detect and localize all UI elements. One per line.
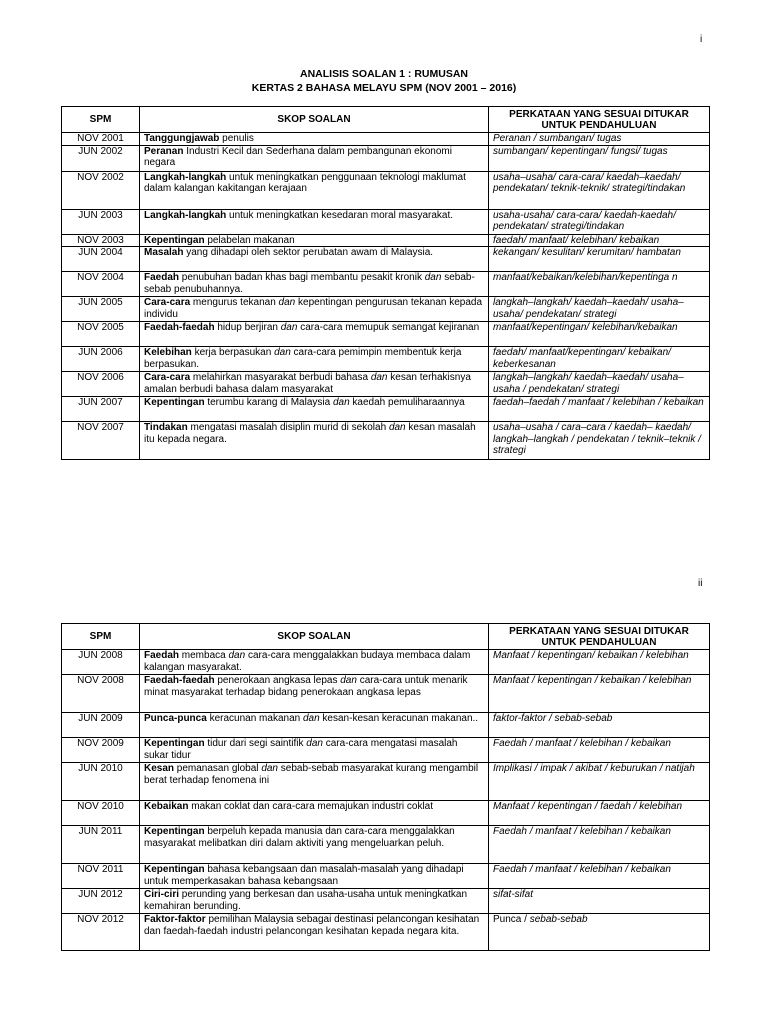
scope-text-2: kepentingan pengurusan tekanan kepada individu <box>144 297 483 320</box>
scope-keyword: Kepentingan <box>144 738 205 749</box>
header-skop-soalan-2: SKOP SOALAN <box>140 624 489 650</box>
replacement-words-cell <box>489 422 710 460</box>
replacement-words: usaha-usaha/ cara-cara/ kaedah-kaedah/ pendekatan/ strategi/tindakan <box>493 209 676 232</box>
spm-session-cell: JUN 2010 <box>62 763 140 801</box>
question-scope-cell <box>140 247 489 272</box>
table-row <box>62 209 710 234</box>
replacement-words: Manfaat / kepentingan/ kebaikan / kelebihan <box>493 650 689 661</box>
scope-text: Industri Kecil dan Sederhana dalam pembangunan ekonomi negara <box>144 145 452 168</box>
scope-text-2: kaedah pemuliharaannya <box>349 397 465 408</box>
scope-keyword: Faedah-faedah <box>144 675 215 686</box>
spm-session-cell: JUN 2012 <box>62 889 140 914</box>
replacement-words: sebab-sebab <box>529 914 588 925</box>
spm-session-cell: JUN 2005 <box>62 297 140 322</box>
scope-text: penulis <box>219 133 254 144</box>
scope-text: untuk meningkatkan penggunaan teknologi maklumat dalam kalangan kakitangan kerajaan <box>144 171 466 194</box>
replacement-words: faktor-faktor / sebab-sebab <box>493 713 613 724</box>
header-perkataan-line1: PERKATAAN YANG SESUAI DITUKAR <box>509 108 689 120</box>
scope-conjunction: dan <box>228 650 246 661</box>
replacement-words: faedah–faedah / manfaat / kelebihan / kebaikan <box>493 397 704 408</box>
scope-conjunction: dan <box>340 675 357 686</box>
scope-keyword: Faedah <box>144 272 180 283</box>
table-row <box>62 247 710 272</box>
question-scope-cell <box>140 322 489 347</box>
replacement-words-cell <box>489 914 710 951</box>
table-row <box>62 397 710 422</box>
scope-conjunction: dan <box>306 738 323 749</box>
question-scope-cell <box>140 272 489 297</box>
replacement-words: usaha–usaha/ cara-cara/ kaedah–kaedah/ pendekatan/ teknik-teknik/ strategi/tindakan <box>493 171 686 194</box>
spm-session-cell: NOV 2008 <box>62 675 140 713</box>
question-scope-cell <box>140 209 489 234</box>
replacement-words-cell <box>489 145 710 171</box>
replacement-words-cell <box>489 209 710 234</box>
scope-keyword: Faktor-faktor <box>144 914 206 925</box>
scope-keyword: Cara-cara <box>144 372 191 383</box>
scope-conjunction: dan <box>274 347 291 358</box>
scope-text-2: sebab-sebab penubuhannya. <box>144 272 475 295</box>
scope-text: hidup berjiran <box>214 322 281 333</box>
table-row <box>62 171 710 209</box>
replacement-words-cell <box>489 801 710 826</box>
replacement-words-cell <box>489 322 710 347</box>
question-scope-cell <box>140 713 489 738</box>
spm-session-cell: NOV 2005 <box>62 322 140 347</box>
table-row <box>62 738 710 763</box>
replacement-words-cell <box>489 650 710 675</box>
table-row <box>62 234 710 247</box>
scope-keyword: Tanggungjawab <box>144 133 220 144</box>
question-scope-cell <box>140 738 489 763</box>
scope-text-2: cara-cara untuk menarik minat masyarakat terhadap bidang penerokaan angkasa lepas <box>144 675 468 698</box>
scope-text-2: cara-cara menggalakkan budaya membaca dalam kalangan masyarakat. <box>144 650 471 673</box>
scope-keyword: Faedah-faedah <box>144 322 215 333</box>
scope-keyword: Punca-punca <box>144 713 207 724</box>
table-row <box>62 297 710 322</box>
table-row <box>62 145 710 171</box>
replacement-words-cell <box>489 297 710 322</box>
scope-keyword: Kebaikan <box>144 801 189 812</box>
scope-text-2: cara-cara memupuk semangat kejiranan <box>297 322 480 333</box>
question-scope-cell <box>140 133 489 146</box>
scope-keyword: Kepentingan <box>144 234 205 246</box>
replacement-words: faedah/ manfaat/kepentingan/ kebaikan/ keberkesanan <box>493 347 671 370</box>
question-scope-cell <box>140 889 489 914</box>
replacement-words-plain: Punca / <box>493 914 530 925</box>
page-number-2: ii <box>698 578 703 589</box>
scope-text: penubuhan badan khas bagi membantu pesakit kronik <box>179 272 425 283</box>
table-row <box>62 347 710 372</box>
replacement-words-cell <box>489 763 710 801</box>
scope-text: pemanasan global <box>174 763 262 774</box>
table-row <box>62 422 710 460</box>
table-row <box>62 272 710 297</box>
header-perkataan-line1-2: PERKATAAN YANG SESUAI DITUKAR <box>509 625 689 637</box>
replacement-words: Faedah / manfaat / kelebihan / kebaikan <box>493 864 671 875</box>
scope-text: mengatasi masalah disiplin murid di sekolah <box>187 422 389 433</box>
page-number-1: i <box>700 34 703 45</box>
spm-session-cell: NOV 2006 <box>62 372 140 397</box>
document-title: ANALISIS SOALAN 1 : RUMUSAN <box>299 68 468 80</box>
scope-text-2: kesan-kesan keracunan makanan.. <box>319 713 479 724</box>
spm-session-cell: JUN 2009 <box>62 713 140 738</box>
question-scope-cell <box>140 372 489 397</box>
table-row <box>62 864 710 889</box>
spm-session-cell: JUN 2007 <box>62 397 140 422</box>
question-scope-cell <box>140 347 489 372</box>
scope-text-2: sebab-sebab masyarakat kurang mengambil berat terhadap fenomena ini <box>144 763 479 786</box>
document-subtitle: KERTAS 2 BAHASA MELAYU SPM (NOV 2001 – 2016) <box>251 82 517 94</box>
spm-session-cell: JUN 2002 <box>62 145 140 171</box>
header-spm-2: SPM <box>62 624 140 650</box>
header-skop-soalan: SKOP SOALAN <box>140 107 489 133</box>
spm-session-cell: NOV 2007 <box>62 422 140 460</box>
scope-text: kerja berpasukan <box>191 347 275 358</box>
spm-session-cell: NOV 2003 <box>62 234 140 247</box>
replacement-words: sifat-sifat <box>493 889 534 900</box>
question-scope-cell <box>140 650 489 675</box>
replacement-words-cell <box>489 826 710 864</box>
scope-text: mengurus tekanan <box>190 297 279 308</box>
header-perkataan <box>489 107 710 133</box>
spm-session-cell: NOV 2012 <box>62 914 140 951</box>
scope-text: tidur dari segi saintifik <box>204 738 307 749</box>
spm-session-cell: JUN 2011 <box>62 826 140 864</box>
question-scope-cell <box>140 801 489 826</box>
table-row <box>62 801 710 826</box>
question-scope-cell <box>140 826 489 864</box>
question-scope-cell <box>140 171 489 209</box>
scope-keyword: Kepentingan <box>144 397 205 408</box>
scope-text-2: cara-cara pemimpin membentuk kerja berpasukan. <box>144 347 462 370</box>
scope-keyword: Kepentingan <box>144 826 205 837</box>
scope-text: untuk meningkatkan kesedaran moral masyarakat. <box>226 209 454 221</box>
table-row <box>62 826 710 864</box>
replacement-words-cell <box>489 234 710 247</box>
scope-conjunction: dan <box>424 272 442 283</box>
spm-session-cell: NOV 2010 <box>62 801 140 826</box>
scope-text: pemilihan Malaysia sebagai destinasi pelancongan kesihatan dan faedah-faedah industri pelancongan kesihatan kepada negara kita. <box>144 914 480 937</box>
scope-conjunction: dan <box>261 763 278 774</box>
replacement-words: Peranan / sumbangan/ tugas <box>493 133 622 144</box>
spm-session-cell: NOV 2009 <box>62 738 140 763</box>
scope-text: keracunan makanan <box>206 713 303 724</box>
table-row <box>62 713 710 738</box>
replacement-words: Faedah / manfaat / kelebihan / kebaikan <box>493 738 671 749</box>
scope-keyword: Ciri-ciri <box>144 889 180 900</box>
replacement-words: kekangan/ kesulitan/ kerumitan/ hambatan <box>493 247 681 258</box>
scope-keyword: Langkah-langkah <box>144 209 227 221</box>
scope-keyword: Peranan <box>144 145 184 157</box>
scope-keyword: Kelebihan <box>144 347 192 358</box>
spm-session-cell: JUN 2003 <box>62 209 140 234</box>
table-row <box>62 889 710 914</box>
spm-session-cell: NOV 2011 <box>62 864 140 889</box>
replacement-words-cell <box>489 171 710 209</box>
scope-keyword: Kepentingan <box>144 864 205 875</box>
question-scope-cell <box>140 145 489 171</box>
replacement-words: Manfaat / kepentingan / kebaikan / kelebihan <box>493 675 692 686</box>
spm-session-cell: NOV 2001 <box>62 133 140 146</box>
replacement-words: manfaat/kepentingan/ kelebihan/kebaikan <box>493 322 678 333</box>
scope-text: berpeluh kepada manusia dan cara-cara menggalakkan masyarakat melibatkan diri dalam aktiviti yang mengeluarkan peluh. <box>144 826 455 849</box>
scope-keyword: Masalah <box>144 247 184 258</box>
table-row <box>62 763 710 801</box>
scope-keyword: Faedah <box>144 650 180 661</box>
question-scope-cell <box>140 763 489 801</box>
replacement-words: manfaat/kebaikan/kelebihan/kepentinga n <box>493 272 678 283</box>
scope-conjunction: dan <box>302 713 320 724</box>
replacement-words: Manfaat / kepentingan / faedah / kelebihan <box>493 801 683 812</box>
replacement-words: Faedah / manfaat / kelebihan / kebaikan <box>493 826 671 837</box>
spm-session-cell: NOV 2002 <box>62 171 140 209</box>
replacement-words: usaha–usaha / cara–cara / kaedah– kaedah/ langkah–langkah / pendekatan / teknik–teknik / strategi <box>493 422 701 456</box>
scope-conjunction: dan <box>280 322 298 333</box>
header-spm: SPM <box>62 107 140 133</box>
replacement-words-cell <box>489 864 710 889</box>
table-row <box>62 322 710 347</box>
replacement-words-cell <box>489 738 710 763</box>
replacement-words-cell <box>489 675 710 713</box>
scope-conjunction: dan <box>370 372 388 383</box>
table-row <box>62 914 710 951</box>
scope-text: penerokaan angkasa lepas <box>214 675 341 686</box>
scope-text: melahirkan masyarakat berbudi bahasa <box>190 372 371 383</box>
spm-session-cell: JUN 2008 <box>62 650 140 675</box>
replacement-words-cell <box>489 272 710 297</box>
replacement-words-cell <box>489 372 710 397</box>
scope-text: pelabelan makanan <box>204 234 295 246</box>
replacement-words-cell <box>489 133 710 146</box>
replacement-words: sumbangan/ kepentingan/ fungsi/ tugas <box>493 145 668 157</box>
question-scope-cell <box>140 675 489 713</box>
header-perkataan-line2: UNTUK PENDAHULUAN <box>541 119 657 131</box>
replacement-words: faedah/ manfaat/ kelebihan/ kebaikan <box>493 234 660 246</box>
table-row <box>62 372 710 397</box>
scope-text: perunding yang berkesan dan usaha-usaha untuk meningkatkan kemahiran berunding. <box>144 889 467 912</box>
replacement-words: Implikasi / impak / akibat / keburukan / natijah <box>493 763 695 774</box>
question-scope-cell <box>140 397 489 422</box>
spm-session-cell: NOV 2004 <box>62 272 140 297</box>
scope-keyword: Tindakan <box>144 422 188 433</box>
question-scope-cell <box>140 234 489 247</box>
question-scope-cell <box>140 914 489 951</box>
table-row <box>62 133 710 146</box>
scope-conjunction: dan <box>332 397 350 408</box>
scope-conjunction: dan <box>278 297 296 308</box>
scope-text: makan coklat dan cara-cara memajukan industri coklat <box>188 801 434 812</box>
header-perkataan-2 <box>489 624 710 650</box>
analysis-table-page-1 <box>61 106 710 460</box>
header-perkataan-line2-2: UNTUK PENDAHULUAN <box>541 636 657 648</box>
scope-text: terumbu karang di Malaysia <box>204 397 333 408</box>
scope-text: membaca <box>179 650 229 661</box>
replacement-words-cell <box>489 713 710 738</box>
replacement-words-cell <box>489 397 710 422</box>
scope-text-2: kesan terhakisnya amalan berbudi bahasa dalam masyarakat <box>144 372 471 395</box>
question-scope-cell <box>140 422 489 460</box>
scope-keyword: Cara-cara <box>144 297 191 308</box>
scope-text: yang dihadapi oleh sektor perubatan awam di Malaysia. <box>183 247 434 258</box>
scope-text: bahasa kebangsaan dan masalah-masalah yang dihadapi untuk memperkasakan bahasa kebangsaan <box>144 864 464 887</box>
replacement-words-cell <box>489 889 710 914</box>
table-row <box>62 675 710 713</box>
replacement-words-cell <box>489 347 710 372</box>
spm-session-cell: JUN 2004 <box>62 247 140 272</box>
table-row <box>62 650 710 675</box>
question-scope-cell <box>140 297 489 322</box>
scope-keyword: Kesan <box>144 763 175 774</box>
spm-session-cell: JUN 2006 <box>62 347 140 372</box>
analysis-table-page-2 <box>61 623 710 951</box>
replacement-words-cell <box>489 247 710 272</box>
scope-keyword: Langkah-langkah <box>144 171 227 183</box>
question-scope-cell <box>140 864 489 889</box>
scope-text-2: cara-cara mengatasi masalah sukar tidur <box>144 738 458 761</box>
replacement-words: langkah–langkah/ kaedah–kaedah/ usaha–usaha / pendekatan/ strategi <box>493 372 684 395</box>
replacement-words: langkah–langkah/ kaedah–kaedah/ usaha–usaha/ pendekatan/ strategi <box>493 297 684 320</box>
scope-text-2: kesan masalah itu kepada negara. <box>144 422 476 445</box>
scope-conjunction: dan <box>388 422 406 433</box>
